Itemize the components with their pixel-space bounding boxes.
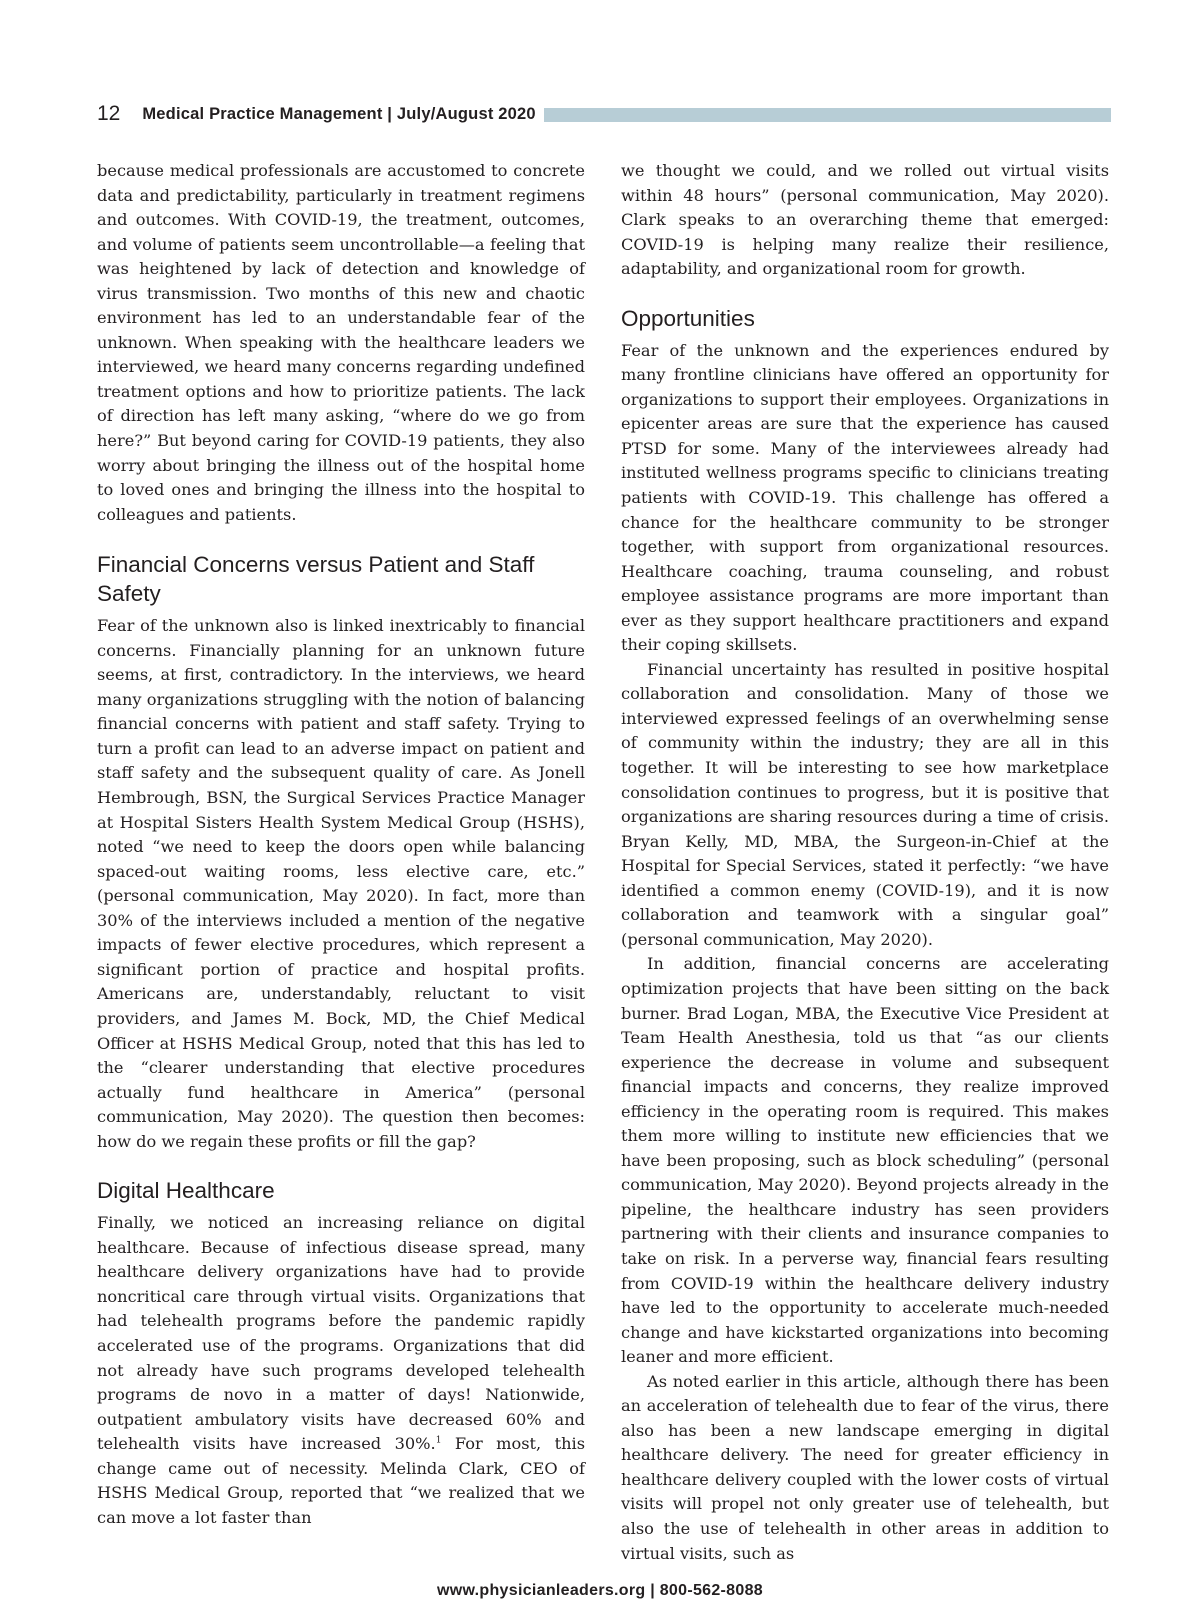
page-header <box>97 98 1111 130</box>
left-column <box>97 159 585 1530</box>
section-heading-digital: Digital Healthcare <box>97 1178 275 1204</box>
paragraph: Financial uncertainty has resulted in positive hospital collaboration and consolidation. Many of those we interviewed expressed feelings of an overwhelming sense of community within the industry; they are all in this together. It will be interesting to see how marketplace consolidation continues to progress, but it is positive that organizations are sharing resources during a time of crisis. Bryan Kelly, MD, MBA, the Surgeon-in-Chief at the Hospital for Special Services, stated it perfectly: “we have identified a common enemy (COVID-19), and it is now collaboration and teamwork with a singular goal” (personal communication, May 2020). <box>621 659 1109 949</box>
footnote-reference: 1 <box>435 1435 442 1446</box>
page-number: 12 <box>97 102 121 125</box>
paragraph: we thought we could, and we rolled out virtual visits within 48 hours” (personal communication, May 2020). Clark speaks to an overarching theme that emerged: COVID-19 is helping many realize their resilience, adaptability, and organizational room for growth. <box>621 161 1109 279</box>
journal-title: Medical Practice Management | July/August 2020 <box>142 104 536 123</box>
page-footer: www.physicianleaders.org | 800-562-8088 <box>437 1582 763 1599</box>
text-run: Finally, we noticed an increasing reliance on digital healthcare. Because of infectious disease spread, many healthcare delivery organizations have had to provide noncritical care through virtual visits. Organizations that had telehealth programs before the pandemic rapidly accelerated use of the programs. Organizations that did not already have such programs developed telehealth programs de novo in a matter of days! Nationwide, outpatient ambulatory visits have decreased 60% and telehealth visits have increased 30%. <box>97 1213 585 1454</box>
right-column <box>621 159 1109 1566</box>
section-heading-opportunities: Opportunities <box>621 305 755 331</box>
paragraph <box>97 1211 585 1530</box>
paragraph: As noted earlier in this article, although there has been an acceleration of telehealth due to fear of the virus, there also has been a new landscape emerging in digital healthcare delivery. The need for greater efficiency in healthcare delivery coupled with the lower costs of virtual visits will propel not only greater use of telehealth, but also the use of telehealth in other areas in addition to virtual visits, such as <box>621 1371 1109 1563</box>
paragraph: In addition, financial concerns are accelerating optimization projects that have been sitting on the back burner. Brad Logan, MBA, the Executive Vice President at Team Health Anesthesia, told us that “as our clients experience the decrease in volume and subsequent financial impacts and concerns, they realize improved efficiency in the operating room is required. This makes them more willing to institute new efficiencies that we have been proposing, such as block scheduling” (personal communication, May 2020). Beyond projects already in the pipeline, the healthcare industry has seen providers partnering with their clients and insurance companies to take on risk. In a perverse way, financial fears resulting from COVID-19 within the healthcare delivery industry have led to the opportunity to accelerate much-needed change and have kickstarted organizations into becoming leaner and more efficient. <box>621 954 1109 1367</box>
paragraph: Fear of the unknown and the experiences endured by many frontline clinicians have offered an opportunity for organizations to support their employees. Organizations in epicenter areas are sure that the experience has caused PTSD for some. Many of the interviewees already had instituted wellness programs specific to clinicians treating patients with COVID-19. This challenge has offered a chance for the healthcare community to be stronger together, with support from organizational resources. Healthcare coaching, trauma counseling, and robust employee assistance programs are more important than ever as they support healthcare practitioners and expand their coping skillsets. <box>621 340 1109 655</box>
header-rule <box>544 108 1111 122</box>
text-run: For most, this change came out of necessity. Melinda Clark, CEO of HSHS Medical Group, reported that “we realized that we can move a lot faster than <box>97 1434 586 1527</box>
section-heading-financial: Financial Concerns versus Patient and Staff Safety <box>97 552 535 607</box>
paragraph: because medical professionals are accustomed to concrete data and predictability, particularly in treatment regimens and outcomes. With COVID-19, the treatment, outcomes, and volume of patients seem uncontrollable—a feeling that was heightened by lack of detection and knowledge of virus transmission. Two months of this new and chaotic environment has led to an understandable fear of the unknown. When speaking with the healthcare leaders we interviewed, we heard many concerns regarding undefined treatment options and how to prioritize patients. The lack of direction has left many asking, “where do we go from here?” But beyond caring for COVID-19 patients, they also worry about bringing the illness out of the hospital home to loved ones and bringing the illness into the hospital to colleagues and patients. <box>97 161 585 524</box>
paragraph: Fear of the unknown also is linked inextricably to financial concerns. Financially planning for an unknown future seems, at first, contradictory. In the interviews, we heard many organizations struggling with the notion of balancing financial concerns with patient and staff safety. Trying to turn a profit can lead to an adverse impact on patient and staff safety and the subsequent quality of care. As Jonell Hembrough, BSN, the Surgical Services Practice Manager at Hospital Sisters Health System Medical Group (HSHS), noted “we need to keep the doors open while balancing spaced-out waiting rooms, less elective care, etc.” (personal communication, May 2020). In fact, more than 30% of the interviews included a mention of the negative impacts of fewer elective procedures, which represent a significant portion of practice and hospital profits. Americans are, understandably, reluctant to visit providers, and James M. Bock, MD, the Chief Medical Officer at HSHS Medical Group, noted that this has led to the “clearer understanding that elective procedures actually fund healthcare in America” (personal communication, May 2020). The question then becomes: how do we regain these profits or fill the gap? <box>97 616 585 1151</box>
